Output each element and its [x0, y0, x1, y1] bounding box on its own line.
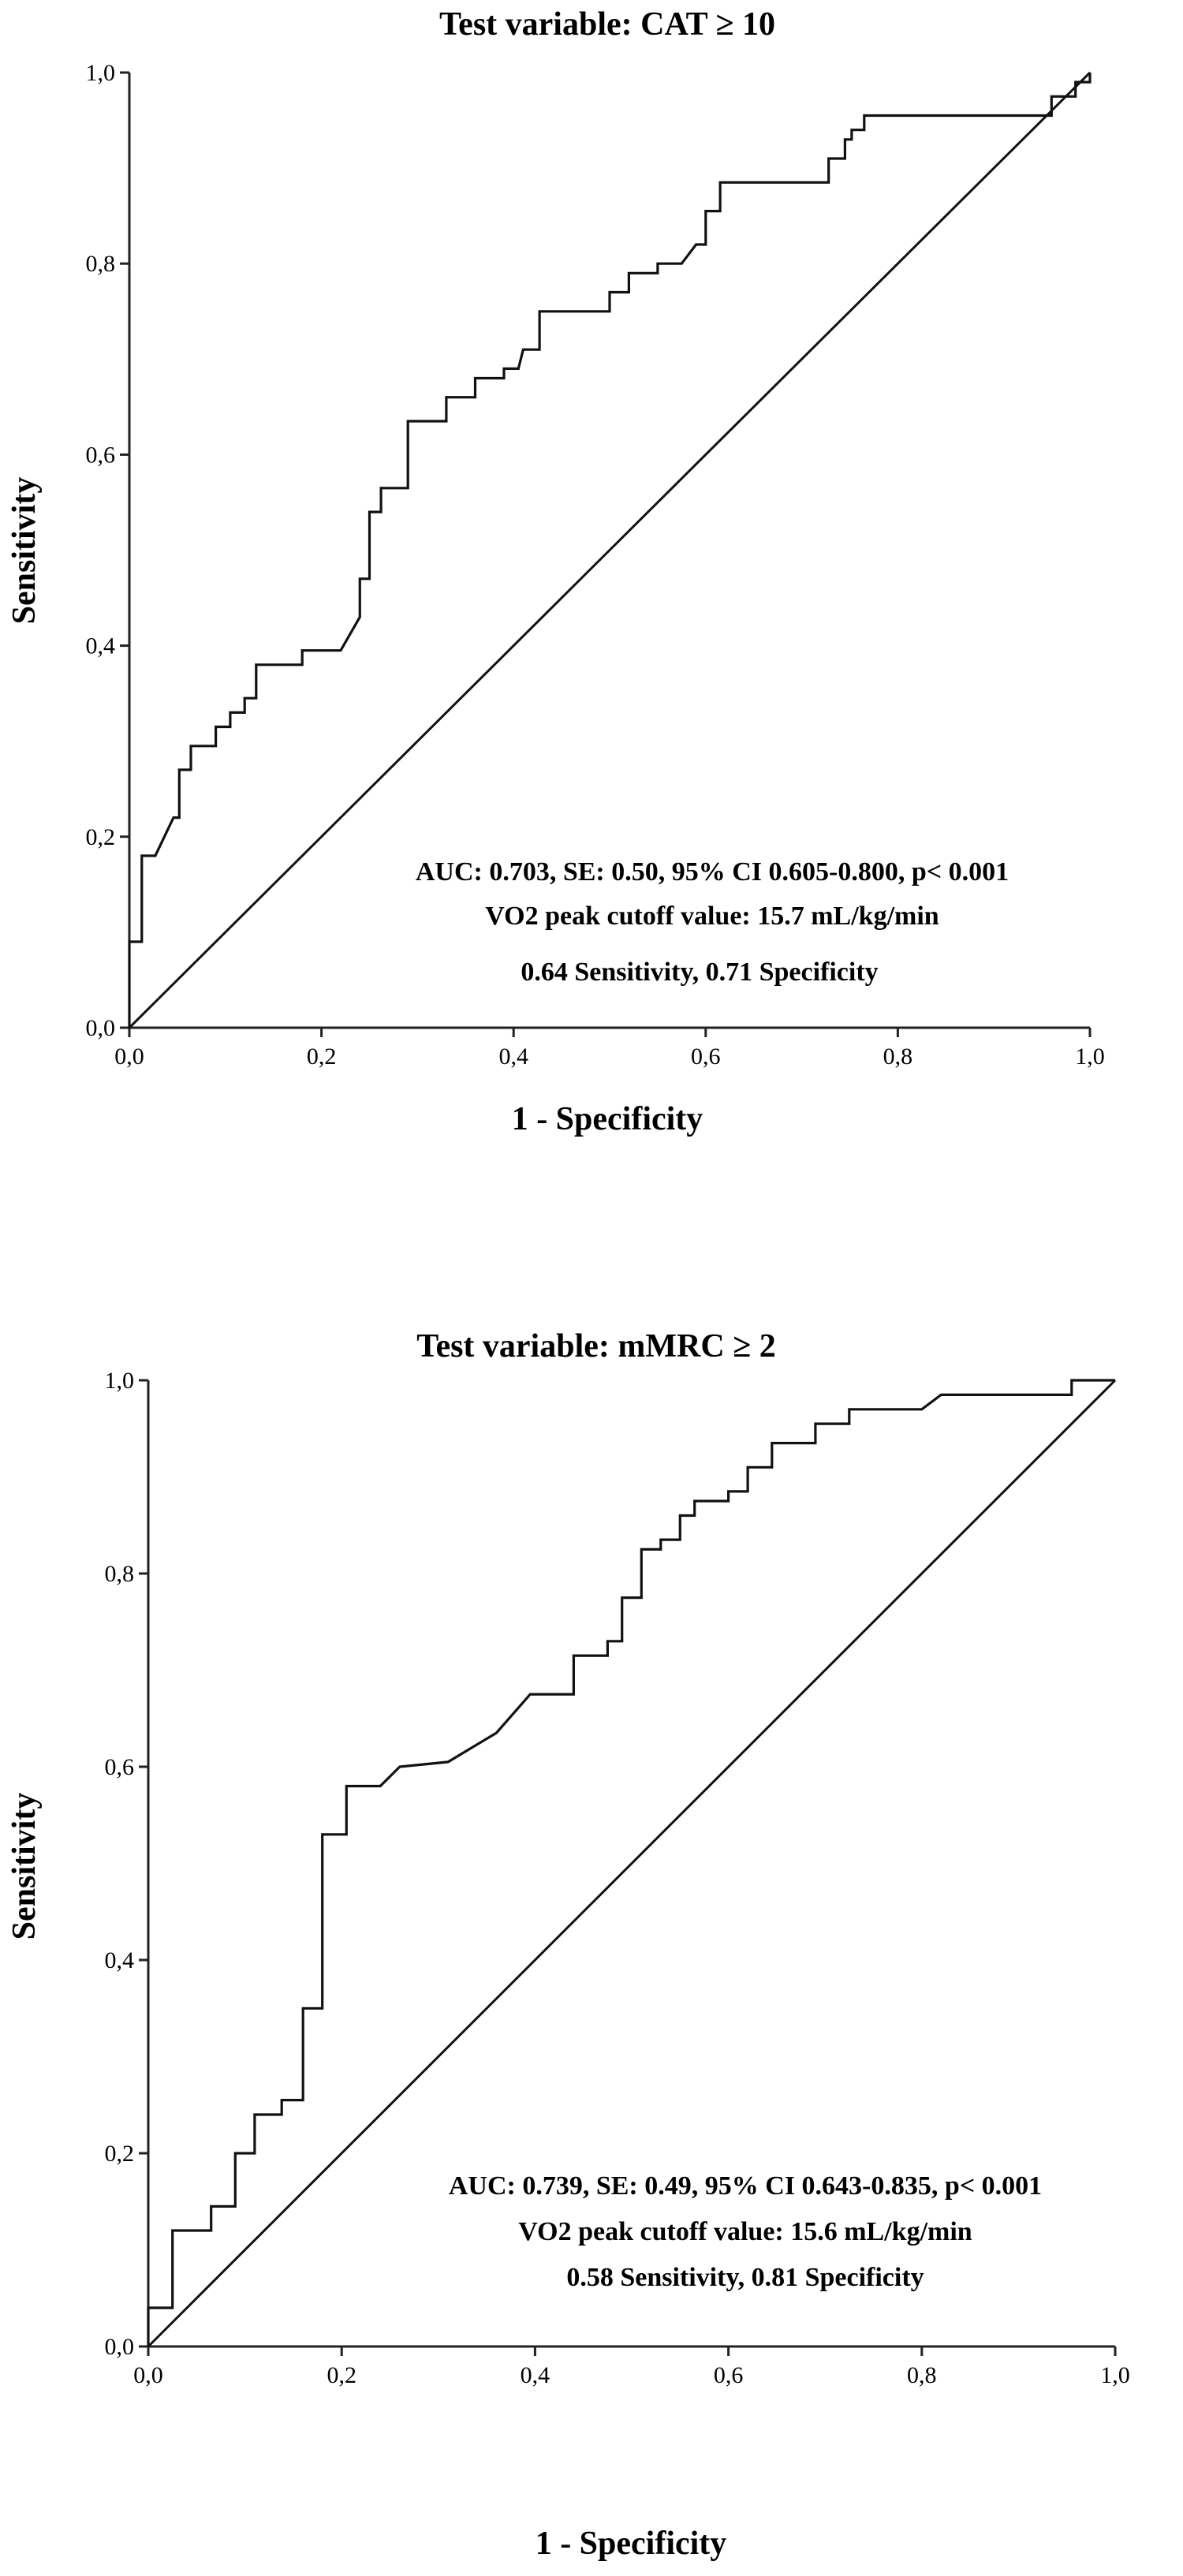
chart-title: Test variable: CAT ≥ 10 [439, 6, 775, 43]
y-tick-label: 0,4 [104, 1947, 134, 1973]
y-tick-label: 1,0 [104, 1368, 134, 1394]
auc-annotation: AUC: 0.703, SE: 0.50, 95% CI 0.605-0.800, p< 0.001 [415, 857, 1009, 887]
y-tick-label: 0,2 [85, 823, 115, 850]
y-tick-label: 0,4 [85, 633, 115, 659]
y-axis-title: Sensitivity [6, 476, 43, 625]
roc-chart-cat [6, 6, 1105, 1137]
y-tick-label: 0,6 [85, 442, 115, 469]
y-tick-label: 0,0 [104, 2334, 134, 2360]
sens-spec-annotation: 0.64 Sensitivity, 0.71 Specificity [521, 958, 879, 987]
y-tick-label: 0,2 [104, 2141, 134, 2167]
x-tick-label: 0,2 [306, 1043, 337, 1070]
cutoff-annotation: VO2 peak cutoff value: 15.6 mL/kg/min [518, 2217, 972, 2246]
y-tick-label: 0,6 [104, 1754, 134, 1780]
x-tick-label: 1,0 [1075, 1043, 1105, 1070]
y-tick-label: 0,8 [85, 251, 115, 278]
x-tick-label: 0,2 [327, 2362, 356, 2388]
x-tick-label: 0,6 [713, 2362, 744, 2388]
x-axis-title: 1 - Specificity [511, 1101, 703, 1137]
cutoff-annotation: VO2 peak cutoff value: 15.7 mL/kg/min [485, 902, 939, 931]
x-tick-label: 0,8 [883, 1043, 913, 1070]
y-tick-label: 0,8 [104, 1561, 134, 1587]
y-axis-title: Sensitivity [6, 1792, 43, 1940]
x-tick-label: 0,8 [907, 2362, 937, 2388]
y-tick-label: 1,0 [85, 60, 115, 86]
x-tick-label: 0,0 [133, 2362, 163, 2388]
auc-annotation: AUC: 0.739, SE: 0.49, 95% CI 0.643-0.835, p< 0.001 [448, 2171, 1043, 2201]
sens-spec-annotation: 0.58 Sensitivity, 0.81 Specificity [566, 2263, 924, 2292]
x-tick-label: 1,0 [1100, 2362, 1130, 2388]
curve-layer [148, 1380, 1115, 2346]
roc-chart-mmrc [6, 1328, 1130, 2562]
x-tick-label: 0,4 [498, 1043, 528, 1070]
y-tick-label: 0,0 [85, 1015, 115, 1041]
x-tick-label: 0,0 [114, 1043, 144, 1070]
x-tick-label: 0,4 [520, 2362, 550, 2388]
x-axis-title: 1 - Specificity [535, 2526, 727, 2562]
chart-title: Test variable: mMRC ≥ 2 [416, 1328, 776, 1365]
reference-line [148, 1380, 1115, 2346]
x-tick-label: 0,6 [691, 1043, 721, 1070]
